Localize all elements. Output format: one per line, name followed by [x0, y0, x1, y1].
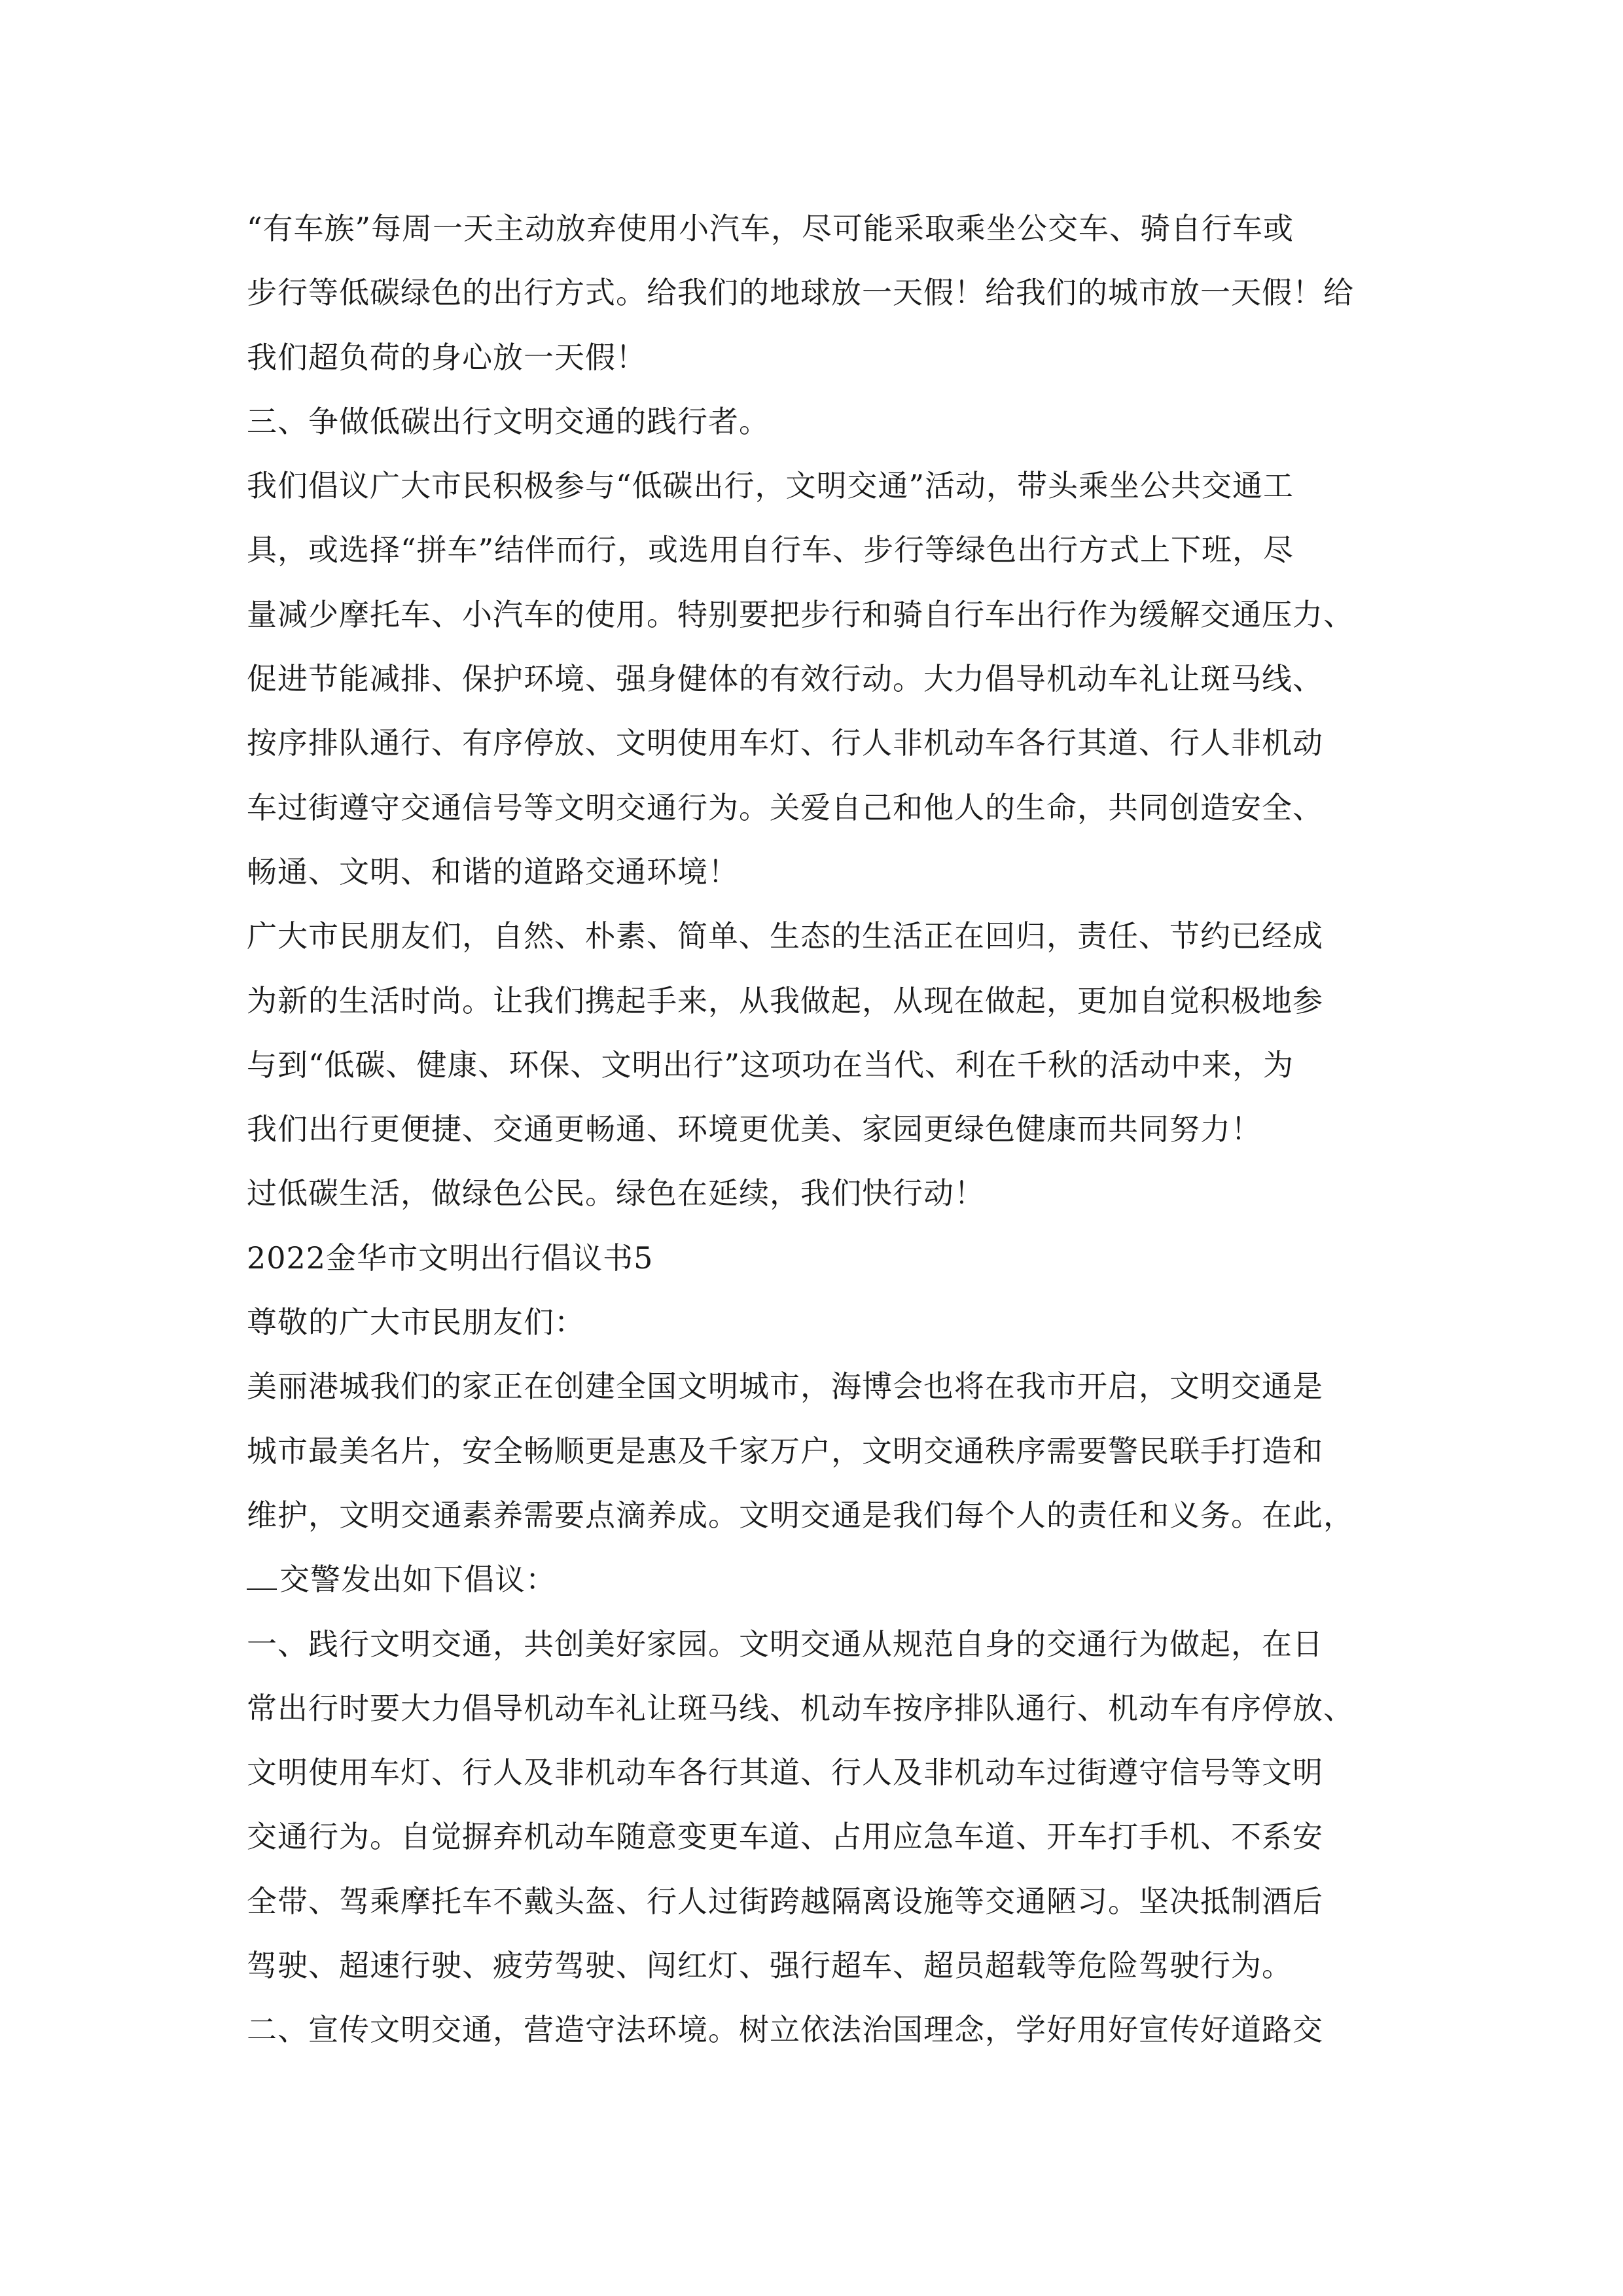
- text-line: 车过街遵守交通信号等文明交通行为。关爱自己和他人的生命，共同创造安全、: [247, 789, 1323, 825]
- text-line: 量减少摩托车、小汽车的使用。特别要把步行和骑自行车出行作为缓解交通压力、: [247, 596, 1354, 632]
- text-line-with-blank: [247, 1547, 1392, 1611]
- salutation: 尊敬的广大市民朋友们：: [247, 1304, 585, 1340]
- text-line: 城市最美名片，安全畅顺更是惠及千家万户，文明交通秩序需要警民联手打造和: [247, 1433, 1323, 1469]
- text-line: 一、践行文明交通，共创美好家园。文明交通从规范自身的交通行为做起，在日: [247, 1626, 1323, 1662]
- text-line: 与到“低碳、健康、环保、文明出行”这项功在当代、利在千秋的活动中来，为: [247, 1047, 1294, 1083]
- text-line: 全带、驾乘摩托车不戴头盔、行人过街跨越隔离设施等交通陋习。坚决抵制酒后: [247, 1883, 1323, 1919]
- text-line: 常出行时要大力倡导机动车礼让斑马线、机动车按序排队通行、机动车有序停放、: [247, 1690, 1354, 1726]
- text-line: 步行等低碳绿色的出行方式。给我们的地球放一天假！给我们的城市放一天假！给: [247, 275, 1354, 311]
- text-line: 文明使用车灯、行人及非机动车各行其道、行人及非机动车过街遵守信号等文明: [247, 1755, 1323, 1791]
- text-line: 交通行为。自觉摒弃机动车随意变更车道、占用应急车道、开车打手机、不系安: [247, 1819, 1323, 1855]
- text-line: 我们出行更便捷、交通更畅通、环境更优美、家园更绿色健康而共同努力！: [247, 1111, 1262, 1147]
- text-line: 驾驶、超速行驶、疲劳驾驶、闯红灯、强行超车、超员超载等危险驾驶行为。: [247, 1948, 1293, 1984]
- section-heading: 三、争做低碳出行文明交通的践行者。: [247, 403, 770, 439]
- text-line: 畅通、文明、和谐的道路交通环境！: [247, 853, 739, 889]
- text-line: 我们超负荷的身心放一天假！: [247, 339, 647, 375]
- text-line: 促进节能减排、保护环境、强身健体的有效行动。大力倡导机动车礼让斑马线、: [247, 661, 1323, 697]
- text-line: 美丽港城我们的家正在创建全国文明城市，海博会也将在我市开启，文明交通是: [247, 1369, 1323, 1405]
- text-line: 二、宣传文明交通，营造守法环境。树立依法治国理念，学好用好宣传好道路交: [247, 2012, 1323, 2048]
- text-line: 我们倡议广大市民积极参与“低碳出行，文明交通”活动，带头乘坐公共交通工: [247, 468, 1294, 504]
- fill-in-blank: [247, 1562, 277, 1590]
- text-line: 按序排队通行、有序停放、文明使用车灯、行人非机动车各行其道、行人非机动: [247, 725, 1323, 761]
- text-line: “有车族”每周一天主动放弃使用小汽车，尽可能采取乘坐公交车、骑自行车或: [247, 211, 1294, 246]
- text-line: 为新的生活时尚。让我们携起手来，从我做起，从现在做起，更加自觉积极地参: [247, 982, 1323, 1018]
- document-title: 2022金华市文明出行倡议书5: [247, 1240, 654, 1276]
- text-line: 维护，文明交通素养需要点滴养成。文明交通是我们每个人的责任和义务。在此，: [247, 1497, 1354, 1533]
- document-body: [247, 196, 1392, 2062]
- text-line: 具，或选择“拼车”结伴而行，或选用自行车、步行等绿色出行方式上下班，尽: [247, 532, 1294, 568]
- text-line: 过低碳生活，做绿色公民。绿色在延续，我们快行动！: [247, 1175, 985, 1211]
- text-segment: 交警发出如下倡议：: [279, 1562, 556, 1598]
- text-line: 广大市民朋友们，自然、朴素、简单、生态的生活正在回归，责任、节约已经成: [247, 918, 1323, 954]
